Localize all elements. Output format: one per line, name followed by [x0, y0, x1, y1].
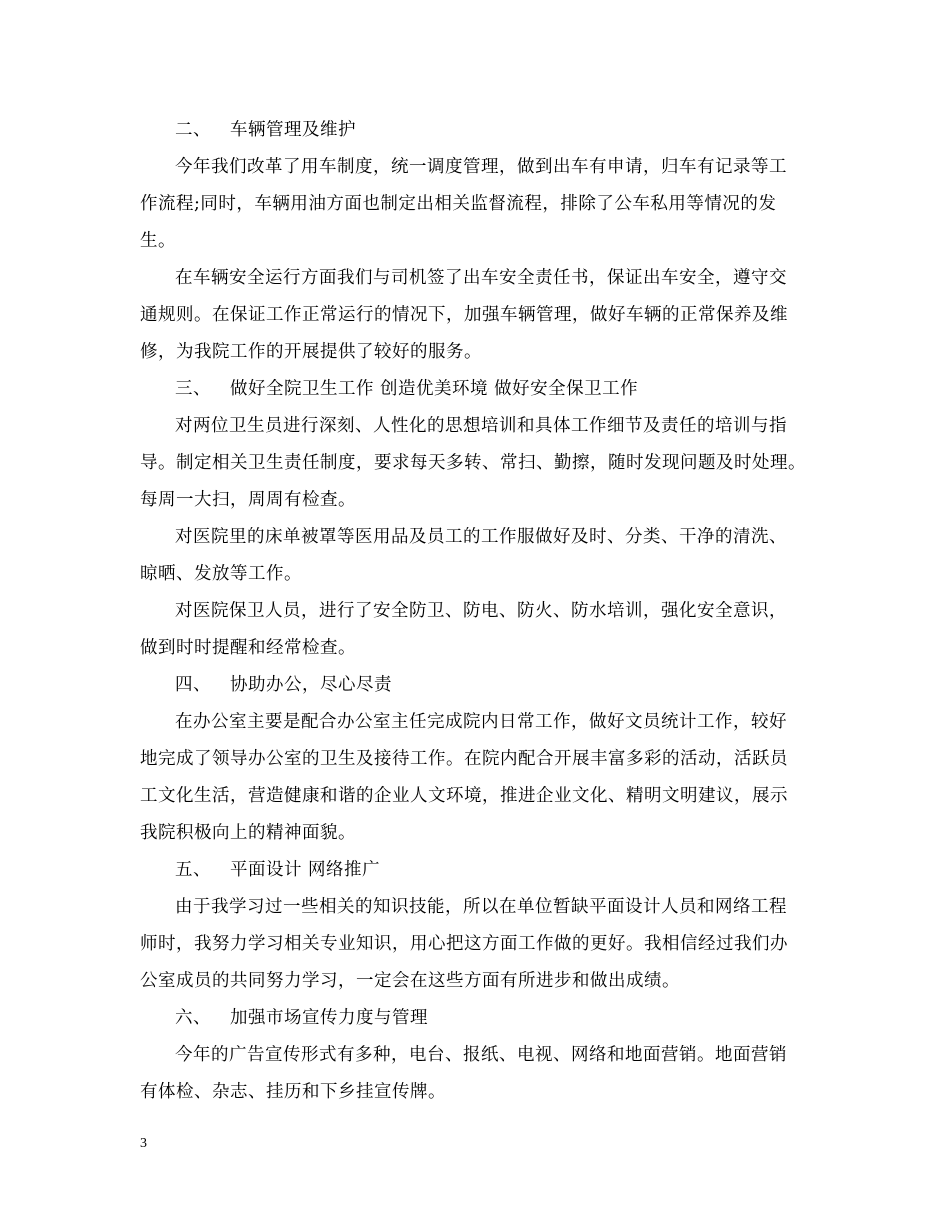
section-number: 三、 [175, 379, 211, 399]
paragraph-line: 有体检、杂志、挂历和下乡挂宣传牌。 [140, 1082, 446, 1102]
page-number: 3 [140, 1136, 147, 1151]
section-heading [140, 852, 820, 889]
section-title: 加强市场宣传力度与管理 [230, 1008, 428, 1028]
paragraph-line: 工文化生活，营造健康和谐的企业人文环境，推进企业文化、精明文明建议，展示 [140, 786, 788, 806]
paragraph-line: 在车辆安全运行方面我们与司机签了出车安全责任书，保证出车安全，遵守交 [175, 268, 787, 288]
section-number: 二、 [175, 120, 211, 140]
paragraph-line: 对医院里的床单被罩等医用品及员工的工作服做好及时、分类、干净的清洗、 [175, 527, 787, 547]
section-number: 六、 [175, 1008, 211, 1028]
section-heading [140, 112, 820, 149]
paragraph-line: 对两位卫生员进行深刻、人性化的思想培训和具体工作细节及责任的培训与指 [175, 416, 787, 436]
paragraph-line: 师时，我努力学习相关专业知识，用心把这方面工作做的更好。我相信经过我们办 [140, 934, 788, 954]
paragraph-line: 我院积极向上的精神面貌。 [140, 823, 356, 843]
paragraph-line: 晾晒、发放等工作。 [140, 564, 302, 584]
paragraph-line: 对医院保卫人员，进行了安全防卫、防电、防火、防水培训，强化安全意识， [175, 601, 787, 621]
document-body [140, 112, 820, 1111]
paragraph-line: 生。 [140, 231, 176, 251]
section-heading [140, 371, 820, 408]
section-heading [140, 667, 820, 704]
paragraph-line: 导。制定相关卫生责任制度，要求每天多转、常扫、勤擦，随时发现问题及时处理。 [140, 453, 806, 473]
paragraph-line: 今年的广告宣传形式有多种，电台、报纸、电视、网络和地面营销。地面营销 [175, 1045, 787, 1065]
paragraph-line: 地完成了领导办公室的卫生及接待工作。在院内配合开展丰富多彩的活动，活跃员 [140, 749, 788, 769]
paragraph-line: 作流程;同时，车辆用油方面也制定出相关监督流程，排除了公车私用等情况的发 [140, 194, 777, 214]
paragraph-line: 每周一大扫，周周有检查。 [140, 490, 356, 510]
section-title: 做好全院卫生工作 创造优美环境 做好安全保卫工作 [230, 379, 639, 399]
paragraph-line: 修，为我院工作的开展提供了较好的服务。 [140, 342, 482, 362]
paragraph-line: 公室成员的共同努力学习，一定会在这些方面有所进步和做出成绩。 [140, 971, 680, 991]
paragraph-line: 通规则。在保证工作正常运行的情况下，加强车辆管理，做好车辆的正常保养及维 [140, 305, 788, 325]
paragraph-line: 由于我学习过一些相关的知识技能，所以在单位暂缺平面设计人员和网络工程 [175, 897, 787, 917]
section-number: 四、 [175, 675, 211, 695]
section-number: 五、 [175, 860, 211, 880]
section-title: 车辆管理及维护 [230, 120, 356, 140]
section-title: 协助办公，尽心尽责 [230, 675, 392, 695]
section-title: 平面设计 网络推广 [230, 860, 381, 880]
paragraph-line: 今年我们改革了用车制度，统一调度管理，做到出车有申请，归车有记录等工 [175, 157, 787, 177]
section-heading [140, 1000, 820, 1037]
paragraph-line: 在办公室主要是配合办公室主任完成院内日常工作，做好文员统计工作，较好 [175, 712, 787, 732]
paragraph-line: 做到时时提醒和经常检查。 [140, 638, 356, 658]
